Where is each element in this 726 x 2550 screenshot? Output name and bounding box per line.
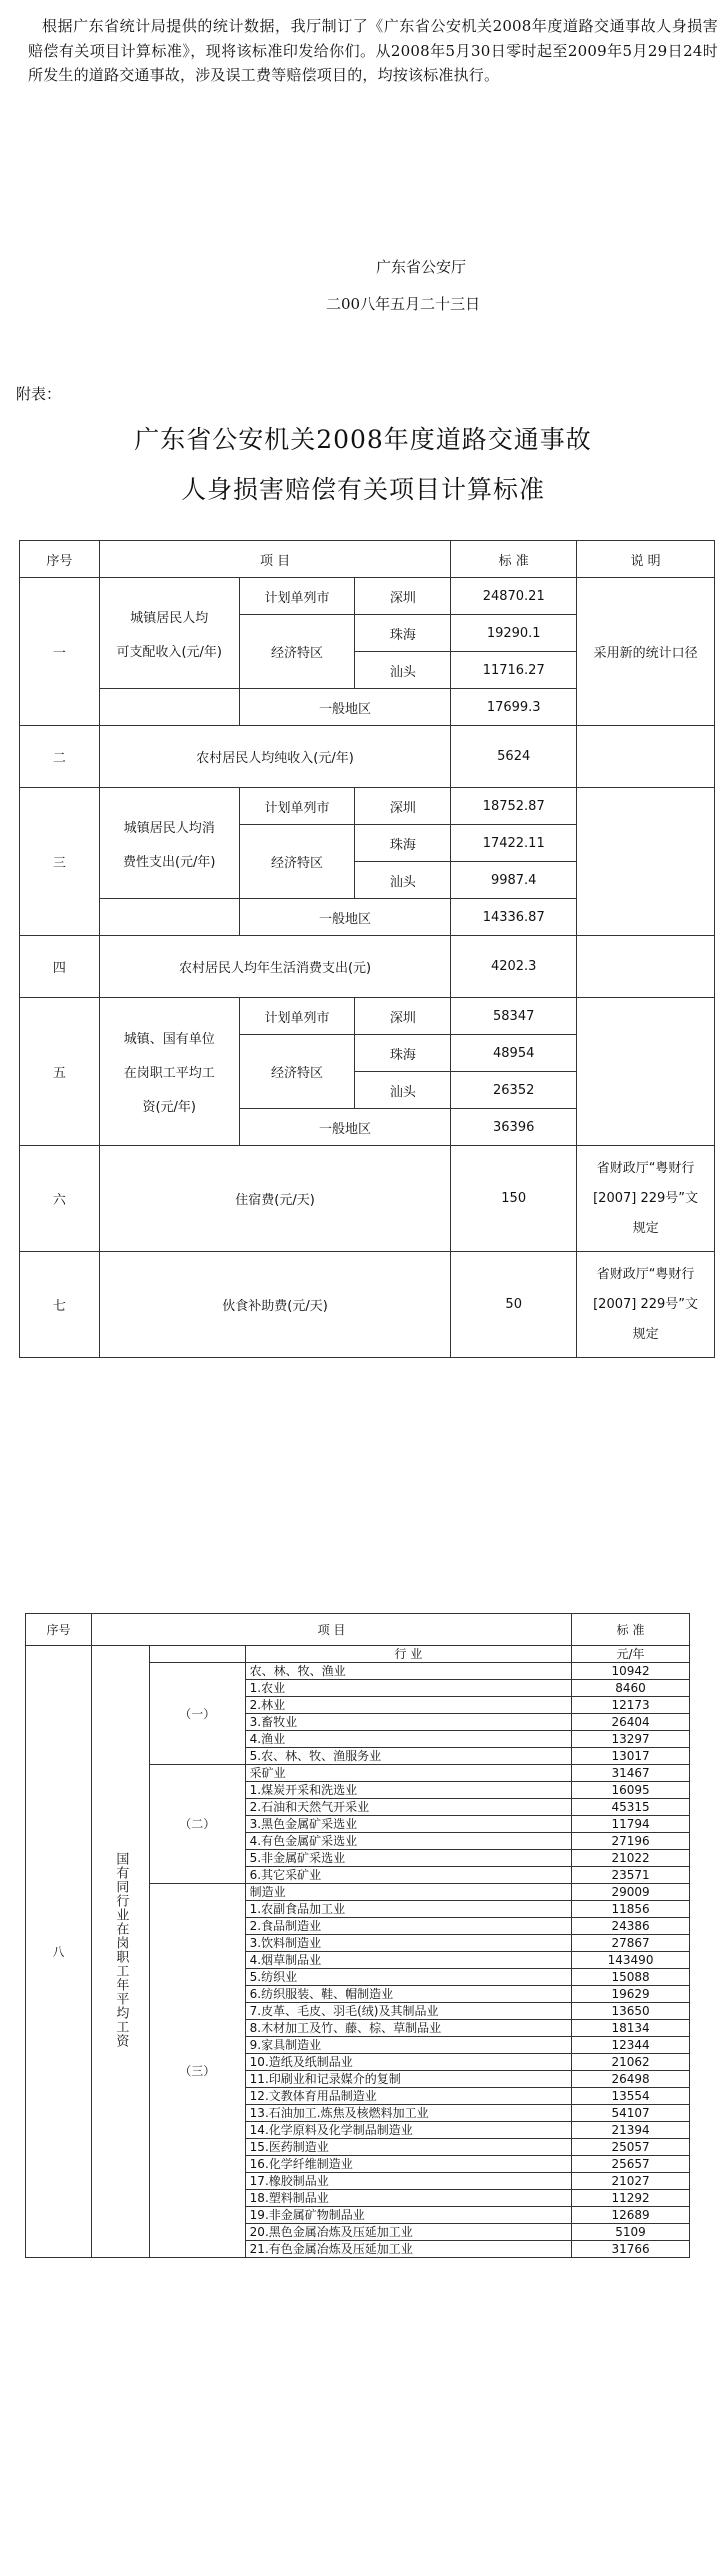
sub-header-unit: 元/年 [572,1646,690,1663]
industry-name: 19.非金属矿物制品业 [245,2207,571,2224]
plan-city-label: 计划单列市 [239,578,355,615]
industry-value: 5109 [572,2224,690,2241]
city-label: 深圳 [355,578,451,615]
value-cell: 5624 [451,726,577,788]
note-cell [577,936,715,998]
industry-value: 13554 [572,2088,690,2105]
industry-name: 11.印刷业和记录媒介的复制 [245,2071,571,2088]
industry-name: 2.石油和天然气开采业 [245,1799,571,1816]
industry-name: 制造业 [245,1884,571,1901]
note-cell [577,998,715,1146]
value-cell: 150 [451,1146,577,1252]
industry-value: 54107 [572,2105,690,2122]
industry-value: 11292 [572,2190,690,2207]
industry-value: 16095 [572,1782,690,1799]
value-cell: 48954 [451,1035,577,1072]
row-no: 一 [20,578,100,726]
row-item: 住宿费(元/天) [99,1146,450,1252]
industry-name: 1.煤炭开采和洗选业 [245,1782,571,1799]
industry-name: 20.黑色金属冶炼及压延加工业 [245,2224,571,2241]
industry-value: 31467 [572,1765,690,1782]
plan-city-label: 计划单列市 [239,788,355,825]
row-item: 农村居民人均年生活消费支出(元) [99,936,450,998]
plan-city-label: 计划单列市 [239,998,355,1035]
sez-label: 经济特区 [239,825,355,899]
industry-value: 13297 [572,1731,690,1748]
industry-name: 4.烟草制品业 [245,1952,571,1969]
row-item: 城镇居民人均 可支配收入(元/年) [99,578,239,689]
row-no: 八 [26,1646,92,2258]
sez-label: 经济特区 [239,615,355,689]
general-empty [99,689,239,726]
value-cell: 4202.3 [451,936,577,998]
sez-label: 经济特区 [239,1035,355,1109]
row-no: 七 [20,1252,100,1358]
industry-name: 5.农、林、牧、渔服务业 [245,1748,571,1765]
row-item: 伙食补助费(元/天) [99,1252,450,1358]
city-label: 珠海 [355,825,451,862]
industry-value: 143490 [572,1952,690,1969]
city-label: 汕头 [355,1072,451,1109]
header-no: 序号 [20,541,100,578]
industry-name: 15.医药制造业 [245,2139,571,2156]
industry-name: 7.皮革、毛皮、羽毛(绒)及其制品业 [245,2003,571,2020]
table-row [20,578,715,615]
value-cell: 36396 [451,1109,577,1146]
industry-name: 10.造纸及纸制品业 [245,2054,571,2071]
row-no: 四 [20,936,100,998]
table-row [20,1146,715,1252]
industry-name: 2.食品制造业 [245,1918,571,1935]
industry-name: 3.畜牧业 [245,1714,571,1731]
industry-value: 11794 [572,1816,690,1833]
standards-table-1 [19,540,715,1358]
group-label: （一） [149,1663,245,1765]
row-no: 六 [20,1146,100,1252]
attachment-label: 附表： [16,385,62,403]
industry-name: 16.化学纤维制造业 [245,2156,571,2173]
industry-name: 4.有色金属矿采选业 [245,1833,571,1850]
industry-name: 2.林业 [245,1697,571,1714]
industry-name: 农、林、牧、渔业 [245,1663,571,1680]
industry-value: 11856 [572,1901,690,1918]
industry-value: 12344 [572,2037,690,2054]
industry-value: 25657 [572,2156,690,2173]
table-row [20,726,715,788]
header-no: 序号 [26,1614,92,1646]
header-item: 项 目 [99,541,450,578]
group-label: （二） [149,1765,245,1884]
industry-value: 12689 [572,2207,690,2224]
industry-value: 13650 [572,2003,690,2020]
industry-value: 8460 [572,1680,690,1697]
table-row [20,1252,715,1358]
vertical-label: 国有同行业在岗职工年平均工资 [91,1646,149,2258]
value-cell: 17422.11 [451,825,577,862]
industry-value: 29009 [572,1884,690,1901]
table-row [20,998,715,1035]
header-item: 项 目 [91,1614,571,1646]
row-item: 城镇、国有单位 在岗职工平均工 资(元/年) [99,998,239,1146]
industry-name: 17.橡胶制品业 [245,2173,571,2190]
header-standard: 标 准 [572,1614,690,1646]
industry-value: 21062 [572,2054,690,2071]
industry-name: 12.文教体育用品制造业 [245,2088,571,2105]
signature-org: 广东省公安厅 [376,258,467,276]
note-cell [577,726,715,788]
industry-name: 6.其它采矿业 [245,1867,571,1884]
industry-value: 21027 [572,2173,690,2190]
industry-value: 26404 [572,1714,690,1731]
value-cell: 9987.4 [451,862,577,899]
doc-title-line2: 人身损害赔偿有关项目计算标准 [180,475,545,504]
industry-value: 13017 [572,1748,690,1765]
industry-name: 6.纺织服装、鞋、帽制造业 [245,1986,571,2003]
industry-name: 5.非金属矿采选业 [245,1850,571,1867]
value-cell: 19290.1 [451,615,577,652]
city-label: 深圳 [355,998,451,1035]
industry-value: 18134 [572,2020,690,2037]
row-item: 城镇居民人均消 费性支出(元/年) [99,788,239,899]
industry-value: 45315 [572,1799,690,1816]
value-cell: 58347 [451,998,577,1035]
group-label: （三） [149,1884,245,2258]
industry-value: 27196 [572,1833,690,1850]
general-label: 一般地区 [239,899,451,936]
note-cell: 省财政厅“粤财行 [2007] 229号”文 规定 [577,1252,715,1358]
general-label: 一般地区 [239,1109,451,1146]
city-label: 珠海 [355,615,451,652]
row-no: 三 [20,788,100,936]
value-cell: 50 [451,1252,577,1358]
city-label: 汕头 [355,652,451,689]
row-item: 农村居民人均纯收入(元/年) [99,726,450,788]
industry-name: 8.木材加工及竹、藤、棕、草制品业 [245,2020,571,2037]
industry-name: 9.家具制造业 [245,2037,571,2054]
industry-value: 15088 [572,1969,690,1986]
industry-value: 31766 [572,2241,690,2258]
value-cell: 11716.27 [451,652,577,689]
industry-value: 21022 [572,1850,690,1867]
city-label: 汕头 [355,862,451,899]
industry-name: 18.塑料制品业 [245,2190,571,2207]
sub-header-industry: 行 业 [245,1646,571,1663]
industry-name: 3.饮料制造业 [245,1935,571,1952]
signature-date: 二00八年五月二十三日 [326,295,481,313]
industry-name: 1.农业 [245,1680,571,1697]
general-empty [99,899,239,936]
value-cell: 17699.3 [451,689,577,726]
note-cell [577,788,715,936]
industry-value: 10942 [572,1663,690,1680]
industry-value: 24386 [572,1918,690,1935]
doc-title-line1: 广东省公安机关2008年度道路交通事故 [134,425,592,454]
row-no: 五 [20,998,100,1146]
group-empty [149,1646,245,1663]
industry-value: 19629 [572,1986,690,2003]
intro-paragraph: 根据广东省统计局提供的统计数据，我厅制订了《广东省公安机关2008年度道路交通事故人身损害赔偿有关项目计算标准》，现将该标准印发给你们。从2008年5月30日零时起至2009年5月29日24时所发生的道路交通事故，涉及误工费等赔偿项目的，均按该标准执行。 [28,17,718,84]
note-cell: 采用新的统计口径 [577,578,715,726]
industry-value: 27867 [572,1935,690,1952]
note-cell: 省财政厅“粤财行 [2007] 229号”文 规定 [577,1146,715,1252]
city-label: 珠海 [355,1035,451,1072]
value-cell: 14336.87 [451,899,577,936]
table-header-row [20,541,715,578]
industry-name: 14.化学原料及化学制品制造业 [245,2122,571,2139]
general-label: 一般地区 [239,689,451,726]
table-header-row [26,1614,690,1646]
industry-name: 采矿业 [245,1765,571,1782]
industry-name: 13.石油加工.炼焦及核燃料加工业 [245,2105,571,2122]
standards-table-2 [25,1613,690,2258]
industry-name: 21.有色金属冶炼及压延加工业 [245,2241,571,2258]
industry-name: 5.纺织业 [245,1969,571,1986]
table-row [20,936,715,998]
industry-value: 23571 [572,1867,690,1884]
industry-name: 1.农副食品加工业 [245,1901,571,1918]
city-label: 深圳 [355,788,451,825]
sub-header-row [26,1646,690,1663]
industry-value: 26498 [572,2071,690,2088]
header-note: 说 明 [577,541,715,578]
row-no: 二 [20,726,100,788]
industry-value: 25057 [572,2139,690,2156]
industry-name: 3.黑色金属矿采选业 [245,1816,571,1833]
industry-value: 12173 [572,1697,690,1714]
table-row [20,788,715,825]
value-cell: 26352 [451,1072,577,1109]
value-cell: 24870.21 [451,578,577,615]
header-standard: 标 准 [451,541,577,578]
industry-value: 21394 [572,2122,690,2139]
value-cell: 18752.87 [451,788,577,825]
industry-name: 4.渔业 [245,1731,571,1748]
